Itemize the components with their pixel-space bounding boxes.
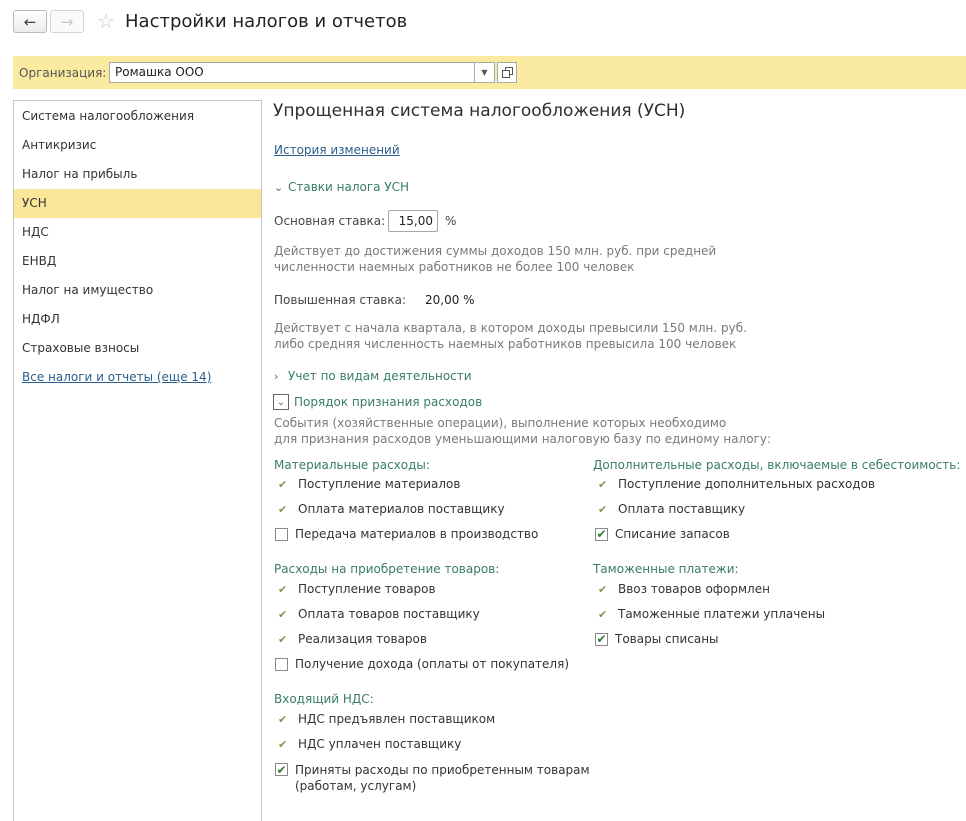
rates-section-label: Ставки налога УСН — [288, 180, 410, 194]
checkmark-icon: ✔ — [278, 632, 288, 646]
material-item-payment — [278, 502, 505, 516]
organization-label: Организация: — [19, 66, 107, 80]
sidebar-item-envd[interactable]: ЕНВД — [22, 254, 57, 268]
base-rate-note-line1: Действует до достижения суммы доходов 150 млн. руб. при средней — [274, 244, 717, 258]
item-label: НДС предъявлен поставщиком — [298, 712, 496, 726]
base-rate-note-line2: численности наемных работников не более 100 человек — [274, 260, 635, 274]
goods-item-payment — [278, 607, 480, 621]
checkmark-icon: ✔ — [278, 607, 288, 621]
chevron-down-icon: ⌄ — [276, 396, 286, 408]
sidebar-more-link-row — [14, 363, 261, 392]
item-label: Приняты расходы по приобретенным товарам — [295, 763, 590, 777]
sidebar-item-usn[interactable]: УСН — [14, 189, 261, 218]
sidebar-item-tax-system[interactable]: Система налогообложения — [22, 109, 195, 123]
checkmark-icon: ✔ — [278, 502, 288, 516]
checkmark-icon: ✔ — [278, 712, 288, 726]
sidebar-item-ndfl[interactable]: НДФЛ — [22, 312, 60, 326]
chevron-down-icon: ⌄ — [274, 181, 284, 194]
item-label: Оплата поставщику — [618, 502, 746, 516]
checkbox-checked[interactable]: ✔ — [596, 527, 607, 541]
goods-expenses-header: Расходы на приобретение товаров: — [274, 562, 500, 576]
high-rate-value: 20,00 % — [425, 293, 475, 307]
organization-dropdown-button[interactable] — [475, 62, 495, 83]
goods-item-income[interactable] — [275, 657, 569, 671]
item-label-block — [295, 762, 590, 794]
additional-item-payment — [598, 502, 745, 516]
vat-item-paid — [278, 737, 461, 751]
organization-input[interactable]: Ромашка ООО — [109, 62, 475, 83]
customs-item-import — [598, 582, 770, 596]
base-rate-label: Основная ставка: — [274, 214, 386, 228]
item-label: Реализация товаров — [298, 632, 427, 646]
expense-note-line1: События (хозяйственные операции), выполнение которых необходимо — [274, 416, 727, 430]
sidebar-item-property-tax[interactable]: Налог на имущество — [22, 283, 154, 297]
item-label: Списание запасов — [615, 527, 730, 541]
additional-item-writeoff[interactable] — [595, 527, 730, 541]
checkbox-unchecked[interactable] — [275, 658, 288, 671]
history-link[interactable]: История изменений — [274, 143, 400, 157]
base-rate-percent: % — [445, 214, 457, 228]
item-label: Ввоз товаров оформлен — [618, 582, 770, 596]
customs-item-paid — [598, 607, 825, 621]
high-rate-note-line1: Действует с начала квартала, в котором доходы превысили 150 млн. руб. — [274, 321, 747, 335]
organization-bar — [13, 56, 966, 89]
expense-section-toggle-box[interactable] — [273, 394, 289, 410]
item-label: Оплата товаров поставщику — [298, 607, 480, 621]
arrow-right-icon: → — [60, 12, 74, 31]
checkmark-icon: ✔ — [598, 582, 608, 596]
customs-item-writeoff[interactable] — [595, 632, 719, 646]
material-item-transfer[interactable] — [275, 527, 538, 541]
item-label: Получение дохода (оплаты от покупателя) — [295, 657, 569, 671]
goods-item-receipt — [278, 582, 436, 596]
organization-open-button[interactable] — [497, 62, 517, 83]
checkmark-icon: ✔ — [598, 607, 608, 621]
goods-item-sale — [278, 632, 427, 646]
checkmark-icon: ✔ — [278, 582, 288, 596]
item-label: Передача материалов в производство — [295, 527, 539, 541]
sidebar-item-insurance[interactable]: Страховые взносы — [22, 341, 140, 355]
sidebar-item-vat[interactable]: НДС — [22, 225, 49, 239]
customs-header: Таможенные платежи: — [593, 562, 739, 576]
activity-section-label: Учет по видам деятельности — [288, 369, 472, 383]
arrow-left-icon: ← — [23, 12, 37, 31]
item-label: Таможенные платежи уплачены — [618, 607, 826, 621]
page-title: Упрощенная система налогообложения (УСН) — [273, 101, 686, 121]
item-label: Поступление дополнительных расходов — [618, 477, 876, 491]
sidebar-item-profit-tax[interactable]: Налог на прибыль — [22, 167, 138, 181]
additional-expenses-header: Дополнительные расходы, включаемые в себестоимость: — [593, 458, 961, 472]
material-expenses-header: Материальные расходы: — [274, 458, 430, 472]
item-label: Оплата материалов поставщику — [298, 502, 505, 516]
sidebar — [13, 100, 262, 821]
favorite-star-icon[interactable]: ☆ — [97, 9, 115, 33]
chevron-right-icon: › — [274, 370, 279, 383]
high-rate-label: Повышенная ставка: — [274, 293, 407, 307]
vat-item-accepted[interactable] — [275, 762, 590, 794]
expense-section-label[interactable]: Порядок признания расходов — [294, 395, 483, 409]
sidebar-item-anticrisis[interactable]: Антикризис — [22, 138, 97, 152]
item-label-line2: (работам, услугам) — [295, 779, 417, 793]
checkmark-icon: ✔ — [598, 477, 608, 491]
forward-button[interactable] — [50, 10, 84, 33]
material-item-receipt — [278, 477, 460, 491]
high-rate-note-line2: либо средняя численность наемных работников превысила 100 человек — [274, 337, 737, 351]
rates-section-toggle[interactable] — [274, 180, 409, 194]
checkbox-checked[interactable]: ✔ — [276, 762, 287, 777]
additional-item-receipt — [598, 477, 875, 491]
window-title: Настройки налогов и отчетов — [125, 11, 408, 32]
back-button[interactable] — [13, 10, 47, 33]
vat-item-presented — [278, 712, 495, 726]
checkmark-icon: ✔ — [278, 737, 288, 751]
item-label: Поступление материалов — [298, 477, 461, 491]
activity-section-toggle[interactable] — [274, 369, 472, 383]
checkbox-unchecked[interactable] — [275, 528, 288, 541]
all-taxes-link[interactable]: Все налоги и отчеты (еще 14) — [22, 370, 212, 384]
expense-note-line2: для признания расходов уменьшающими налоговую базу по единому налогу: — [274, 432, 772, 446]
incoming-vat-header: Входящий НДС: — [274, 692, 374, 706]
open-window-icon — [502, 67, 513, 78]
item-label: Поступление товаров — [298, 582, 436, 596]
checkmark-icon: ✔ — [598, 502, 608, 516]
checkmark-icon: ✔ — [278, 477, 288, 491]
item-label: НДС уплачен поставщику — [298, 737, 462, 751]
item-label: Товары списаны — [615, 632, 719, 646]
base-rate-input[interactable]: 15,00 — [388, 210, 438, 232]
checkbox-checked[interactable]: ✔ — [596, 632, 607, 646]
dropdown-arrow-icon: ▼ — [481, 68, 488, 77]
